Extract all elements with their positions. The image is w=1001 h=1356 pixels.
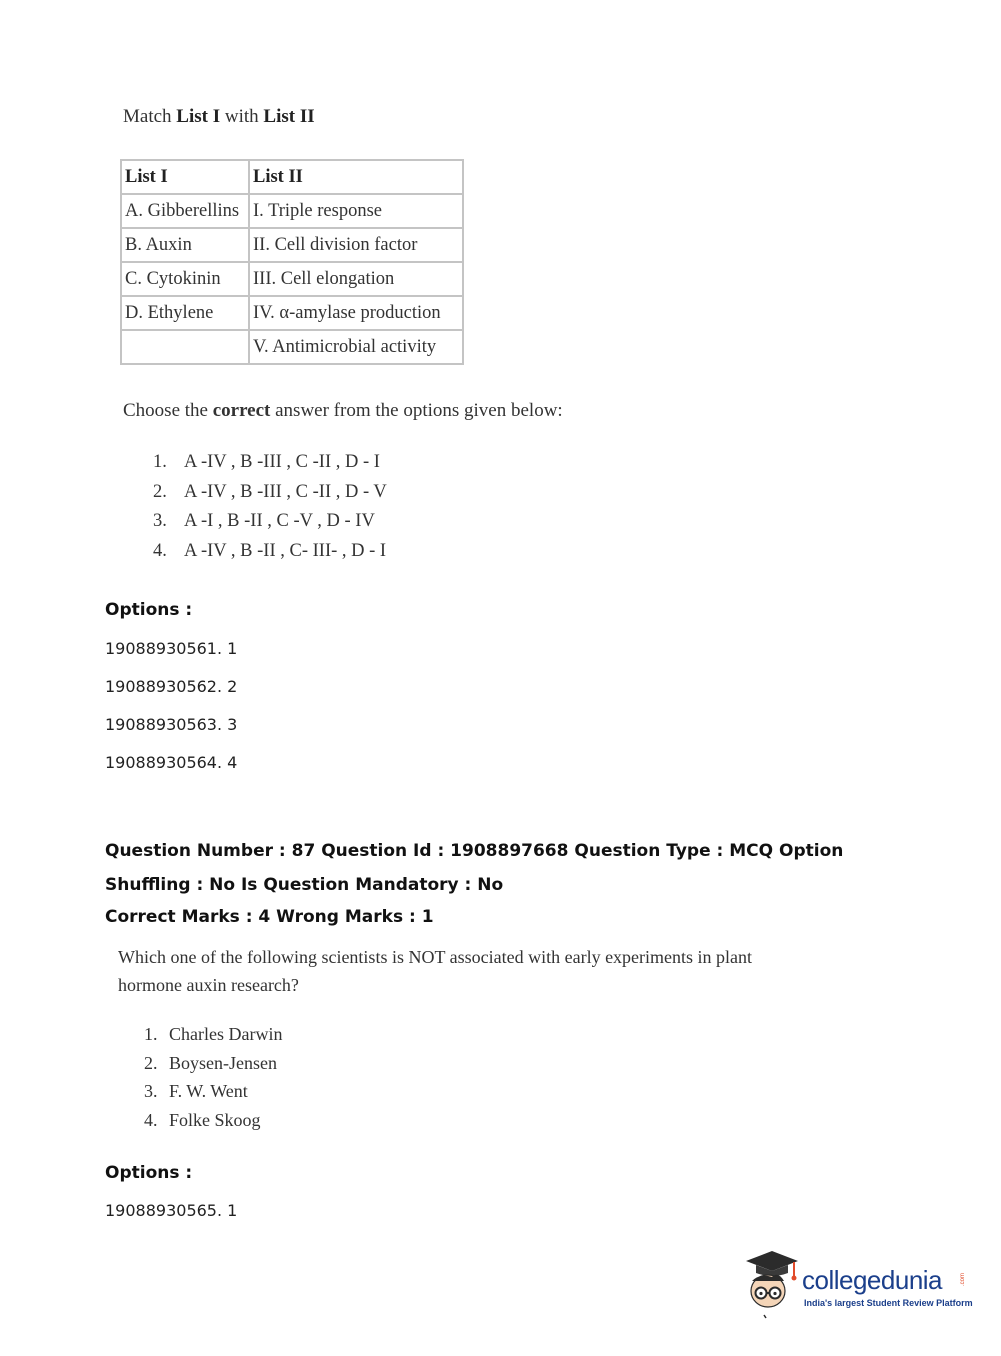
table-row [121, 262, 463, 296]
q2-options-label: Options : [105, 1163, 193, 1183]
q1-option-line: 19088930562. 2 [105, 677, 238, 696]
q2-question-text: Which one of the following scientists is NOT associated with early experiments in plant hormone auxin research? [118, 947, 753, 995]
table-cell: B. Auxin [121, 228, 249, 262]
list-item-text: A -IV , B -II , C- III- , D - I [184, 540, 387, 561]
q1-intro-prefix: Match [123, 106, 172, 127]
list-item-number: 1. [144, 1024, 158, 1044]
q2-meta: Question Number : 87 Question Id : 1908897668 Question Type : MCQ Option Shuffling : No Is Question Mandatory : No [105, 841, 844, 895]
list-item [144, 1024, 282, 1053]
logo-tagline: India's largest Student Review Platform [804, 1298, 973, 1308]
table-row [121, 228, 463, 262]
list-item-number: 4. [144, 1110, 158, 1131]
q2-answer-list [144, 1024, 282, 1139]
list-item [153, 452, 387, 482]
list-item-text: F. W. Went [169, 1081, 248, 1102]
list-item-text: Folke Skoog [169, 1110, 261, 1131]
logo-domain-suffix: .com [960, 1273, 966, 1287]
q1-option-line: 19088930561. 1 [105, 639, 238, 658]
q2-option-line: 19088930565. 1 [105, 1201, 238, 1220]
list-item [144, 1053, 282, 1082]
list-item-number: 1. [153, 452, 167, 472]
q1-answer-list [153, 452, 387, 570]
list-item-number: 2. [144, 1052, 158, 1073]
list-item [144, 1081, 282, 1110]
table-cell: IV. α-amylase production [249, 296, 463, 330]
list-item-text: A -I , B -II , C -V , D - IV [184, 511, 375, 531]
table-header-cell: List II [249, 160, 463, 194]
table-cell: III. Cell elongation [249, 262, 463, 296]
table-header-cell: List I [121, 160, 249, 194]
q1-option-line: 19088930564. 4 [105, 753, 238, 772]
mascot-icon [742, 1247, 800, 1319]
table-cell: II. Cell division factor [249, 228, 463, 262]
collegedunia-logo [742, 1247, 972, 1319]
list-item [153, 482, 387, 512]
list-item-number: 3. [144, 1081, 158, 1102]
table-cell: A. Gibberellins [121, 194, 249, 228]
list-item-text: Boysen-Jensen [169, 1052, 277, 1073]
table-row [121, 330, 463, 364]
q1-instruction-prefix: Choose the [123, 400, 208, 421]
match-table [120, 159, 464, 365]
logo-wordmark: collegedunia [802, 1265, 943, 1295]
list-item-text: Charles Darwin [169, 1024, 283, 1044]
table-cell: I. Triple response [249, 194, 463, 228]
q1-intro-mid: with [224, 106, 259, 127]
q1-intro [123, 106, 315, 128]
list-item-number: 3. [153, 511, 167, 531]
q1-instruction-suffix: answer from the options given below: [275, 400, 563, 421]
q1-intro-list2: List II [263, 106, 315, 127]
list-item [153, 541, 387, 571]
q1-instruction-bold: correct [212, 400, 271, 421]
table-cell [121, 330, 249, 364]
list-item-number: 2. [153, 481, 167, 502]
list-item [153, 511, 387, 541]
list-item-text: A -IV , B -III , C -II , D - I [184, 452, 380, 472]
q1-intro-list1: List I [176, 106, 221, 127]
q1-options-label: Options : [105, 600, 193, 620]
table-row [121, 296, 463, 330]
q1-option-line: 19088930563. 3 [105, 715, 238, 734]
table-cell: D. Ethylene [121, 296, 249, 330]
table-cell: V. Antimicrobial activity [249, 330, 463, 364]
q1-instruction [123, 400, 563, 422]
table-cell: C. Cytokinin [121, 262, 249, 296]
table-row [121, 194, 463, 228]
list-item-number: 4. [153, 540, 167, 561]
table-header-row [121, 160, 463, 194]
list-item [144, 1110, 282, 1139]
list-item-text: A -IV , B -III , C -II , D - V [184, 481, 387, 502]
q2-marks: Correct Marks : 4 Wrong Marks : 1 [105, 907, 434, 927]
